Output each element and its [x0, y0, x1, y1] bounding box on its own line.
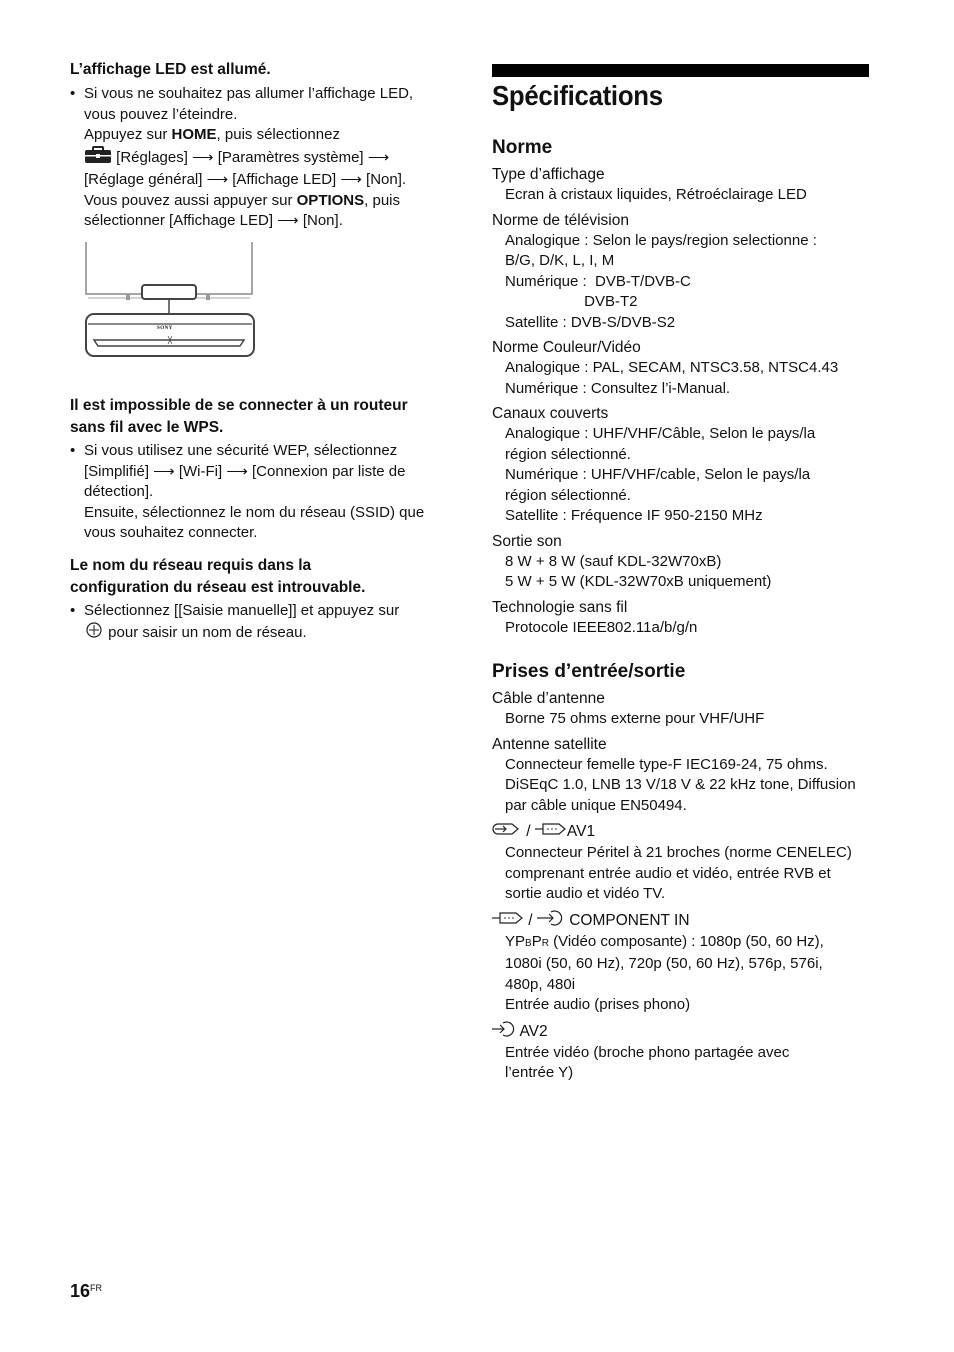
spec-value — [492, 709, 870, 730]
title-bar — [492, 64, 869, 77]
component-in-icon — [492, 910, 524, 932]
page-title: Spécifications — [492, 80, 663, 111]
text-line: région sélectionné. — [505, 445, 631, 463]
text-line: Borne 75 ohms externe pour VHF/UHF — [505, 710, 765, 727]
section-heading: Prises d’entrée/sortie — [492, 661, 686, 682]
text-line: Entrée vidéo (broche phono partagée avec — [505, 1043, 790, 1061]
text-line: Vous pouvez aussi appuyer sur OPTIONS, puis — [84, 191, 401, 209]
wps-bullet: • Si vous utilisez une sécurité WEP, sélectionnez [Simplifié] ⟶ [Wi-Fi] ⟶ [Connexion par liste de détection]. Ensuite, sélectionnez le nom du réseau (SSID) que vous souhaitez connecter. — [70, 441, 464, 544]
text-line: Analogique : UHF/VHF/Câble, Selon le pays/la — [505, 425, 816, 442]
spec-value — [492, 185, 870, 206]
text-line: Ecran à cristaux liquides, Rétroéclairage LED — [505, 186, 807, 203]
text-line: B/G, D/K, L, I, M — [505, 252, 615, 269]
network-heading: Le nom du réseau requis dans la configuration du réseau est introuvable. — [70, 557, 366, 596]
spec-value — [492, 231, 870, 334]
text-line: Numérique : DVB-T/DVB-C — [505, 272, 691, 290]
prises-section — [492, 660, 870, 1084]
spec-value — [492, 358, 870, 399]
spec-label: Technologie sans fil — [492, 598, 628, 616]
spec-value — [492, 618, 870, 639]
text-line: Appuyez sur HOME, puis sélectionnez — [84, 126, 340, 143]
text-line: 5 W + 5 W (KDL-32W70xB uniquement) — [505, 573, 772, 590]
spec-label: Sortie son — [492, 532, 562, 550]
text-line: Connecteur Péritel à 21 broches (norme CENELEC) — [505, 844, 852, 861]
input-icon — [537, 910, 565, 932]
enter-button-icon — [84, 622, 104, 645]
text-line: vous pouvez l’éteindre. — [84, 105, 238, 123]
text-line: Analogique : PAL, SECAM, NTSC3.58, NTSC4.43 — [505, 359, 839, 376]
sony-logo: SONY — [157, 326, 173, 331]
text-line: DVB-T2 — [505, 293, 638, 310]
spec-label: Câble d’antenne — [492, 690, 605, 707]
text-line: Numérique : Consultez l’i-Manual. — [505, 379, 731, 397]
led-bullet — [70, 84, 464, 232]
text-line: sélectionner [Affichage LED] ⟶ [Non]. — [84, 212, 343, 229]
spec-value — [492, 755, 870, 817]
led-heading: L’affichage LED est allumé. — [70, 61, 271, 78]
component-label: / COMPONENT IN — [492, 910, 870, 932]
text-line: Connecteur femelle type-F IEC169-24, 75 ohms. — [505, 755, 828, 773]
scart-in-out-icon — [492, 821, 522, 843]
network-bullet: • Sélectionnez [[Saisie manuelle]] et appuyez sur pour saisir un nom de réseau. — [70, 601, 464, 644]
spec-label: Norme Couleur/Vidéo — [492, 339, 641, 356]
text-line: Entrée audio (prises phono) — [505, 996, 691, 1013]
text-line: comprenant entrée audio et vidéo, entrée RVB et — [505, 864, 831, 882]
text-line: 8 W + 8 W (sauf KDL-32W70xB) — [505, 552, 722, 570]
av1-label: / AV1 — [492, 821, 870, 843]
av1-desc — [492, 843, 870, 905]
text-line: Satellite : Fréquence IF 950-2150 MHz — [505, 507, 763, 524]
text-line: Protocole IEEE802.11a/b/g/n — [505, 618, 698, 636]
text-line: région sélectionné. — [505, 486, 631, 504]
tv-led-illustration — [84, 242, 260, 365]
spec-label: Type d’affichage — [492, 166, 605, 183]
scart-out-icon — [535, 821, 567, 843]
component-desc: YPBPR (Vidéo composante) : 1080p (50, 60 Hz), 1080i (50, 60 Hz), 720p (50, 60 Hz), 576p, 576i, 480p, 480i Entrée audio (prises phono) — [492, 932, 870, 1016]
text-line: [Réglage général] ⟶ [Affichage LED] ⟶ [Non]. — [84, 171, 407, 188]
section-heading: Norme — [492, 137, 553, 158]
toolbox-icon — [84, 146, 112, 171]
text-line: Satellite : DVB-S/DVB-S2 — [505, 313, 676, 331]
spec-value — [492, 552, 870, 593]
text-line: 1080i (50, 60 Hz), 720p (50, 60 Hz), 576p, 576i, — [505, 955, 823, 972]
norme-section — [492, 136, 870, 638]
text-line: par câble unique EN50494. — [505, 796, 687, 814]
spec-value — [492, 424, 870, 527]
text-line: l’entrée Y) — [505, 1064, 574, 1081]
text-line: [Réglages] ⟶ [Paramètres système] ⟶ — [84, 146, 464, 171]
text-line: Numérique : UHF/VHF/cable, Selon le pays/la — [505, 466, 811, 483]
text-line: • Si vous ne souhaitez pas allumer l’affichage LED, — [84, 85, 414, 102]
text-line: Analogique : Selon le pays/region selectionne : — [505, 231, 817, 249]
text-line: sortie audio et vidéo TV. — [505, 885, 666, 902]
av2-desc — [492, 1043, 870, 1084]
av2-label: AV2 — [492, 1021, 870, 1043]
video-input-icon — [492, 1021, 516, 1043]
page-number: $16^{FR}$ — [70, 1281, 103, 1301]
wps-heading: Il est impossible de se connecter à un routeur sans fil avec le WPS. — [70, 397, 408, 436]
spec-label: Canaux couverts — [492, 405, 609, 422]
text-line: 480p, 480i — [505, 975, 576, 993]
spec-label: Antenne satellite — [492, 735, 607, 753]
spec-label: Norme de télévision — [492, 211, 629, 229]
text-line: DiSEqC 1.0, LNB 13 V/18 V & 22 kHz tone, Diffusion — [505, 776, 856, 793]
